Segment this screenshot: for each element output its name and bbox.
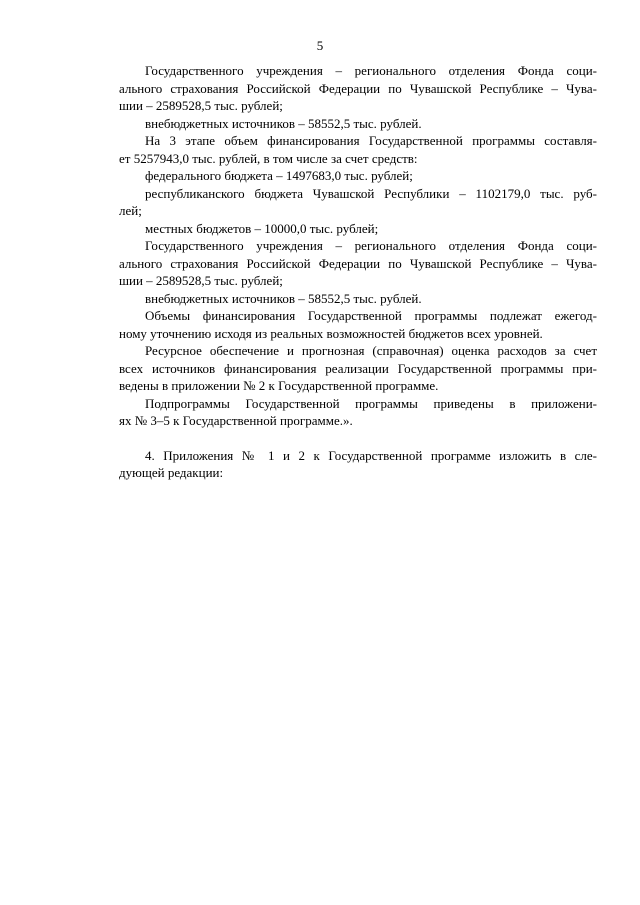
text-line: Объемы финансирования Государственной программы подлежат ежегод- xyxy=(145,308,597,323)
text-line: ального страхования Российской Федерации по Чувашской Республике – Чува- xyxy=(119,80,597,96)
text-line: ях № 3–5 к Государственной программе.». xyxy=(119,413,353,428)
page-number: 5 xyxy=(316,38,324,53)
text-line: республиканского бюджета Чувашской Республики – 1102179,0 тыс. руб- xyxy=(145,185,597,201)
text-line: Государственного учреждения – регионального отделения Фонда соци- xyxy=(145,238,597,253)
text-line: лей; xyxy=(119,203,142,218)
text-line: внебюджетных источников – 58552,5 тыс. рублей. xyxy=(145,115,422,131)
text-line: ет 5257943,0 тыс. рублей, в том числе за счет средств: xyxy=(119,150,418,166)
text-line: федерального бюджета – 1497683,0 тыс. рублей; xyxy=(145,168,413,183)
text-line: 4. Приложения № 1 и 2 к Государственной программе изложить в сле- xyxy=(145,447,597,463)
text-line: внебюджетных источников – 58552,5 тыс. рублей. xyxy=(145,290,422,306)
text-line: всех источников финансирования реализации Государственной программы при- xyxy=(119,360,597,376)
text-line: шии – 2589528,5 тыс. рублей; xyxy=(119,98,283,113)
text-line: дующей редакции: xyxy=(119,465,224,480)
text-line: шии – 2589528,5 тыс. рублей; xyxy=(119,273,283,288)
text-line: Государственного учреждения – регионального отделения Фонда соци- xyxy=(145,63,597,78)
document-body xyxy=(119,62,597,482)
text-line: ведены в приложении № 2 к Государственной программе. xyxy=(119,378,439,393)
text-line: Ресурсное обеспечение и прогнозная (справочная) оценка расходов за счет xyxy=(145,343,597,358)
paragraph-gap xyxy=(119,430,597,447)
text-line: ному уточнению исходя из реальных возможностей бюджетов всех уровней. xyxy=(119,325,543,341)
text-line: ального страхования Российской Федерации по Чувашской Республике – Чува- xyxy=(119,255,597,271)
text-line: местных бюджетов – 10000,0 тыс. рублей; xyxy=(145,220,379,236)
text-line: На 3 этапе объем финансирования Государственной программы составля- xyxy=(145,133,597,148)
text-line: Подпрограммы Государственной программы приведены в приложени- xyxy=(145,395,597,411)
